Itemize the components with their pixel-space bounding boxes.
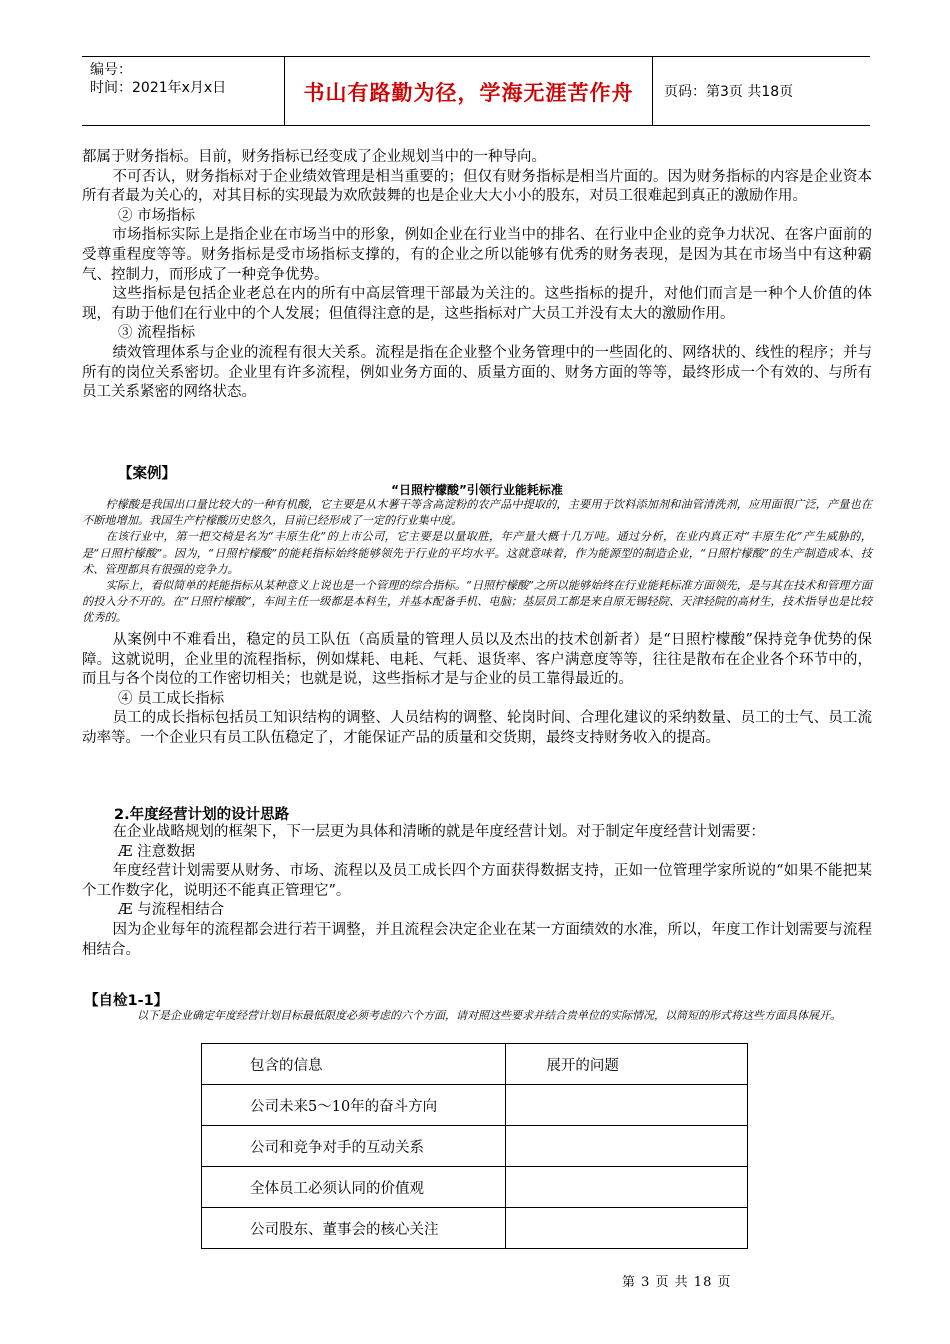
- table-cell-empty: [506, 1126, 748, 1167]
- bullet-heading: Æ 与流程相结合: [118, 902, 225, 919]
- selfcheck-paragraph: 以下是企业确定年度经营计划目标最低限度必须考虑的六个方面，请对照这些要求并结合贵单位的实际情况，以简短的形式将这些方面具体展开。: [137, 1009, 841, 1022]
- paragraph: 不可否认，财务指标对于企业绩效管理是相当重要的；但仅有财务指标是相当片面的。因为财务指标的内容是企业资本所有者最为关心的，对其目标的实现最为欢欣鼓舞的也是企业大大小小的股东，对员工很难起到真正的激励作用。: [82, 168, 872, 205]
- document-header: [82, 56, 870, 126]
- page-footer: 第 3 页 共 18 页: [622, 1275, 732, 1290]
- header-meta: [90, 61, 226, 97]
- bullet-heading: Æ 注意数据: [118, 843, 196, 860]
- paragraph: 在企业战略规划的框架下，下一层更为具体和清晰的就是年度经营计划。对于制定年度经营计划需要：: [112, 824, 765, 840]
- table-cell-empty: [506, 1085, 748, 1126]
- table-cell-empty: [506, 1167, 748, 1208]
- paragraph: 员工的成长指标包括员工知识结构的调整、人员结构的调整、轮岗时间、合理化建议的采纳数量、员工的士气、员工流动率等。一个企业只有员工队伍稳定了，才能保证产品的质量和交货期，最终支持财务收入的提高。: [82, 710, 872, 746]
- case-body: [82, 497, 872, 627]
- body-section-mid: [82, 631, 872, 749]
- table-header-cell: 包含的信息: [202, 1044, 506, 1085]
- table-cell: 公司股东、董事会的核心关注: [202, 1208, 506, 1249]
- table-cell: 公司和竞争对手的互动关系: [202, 1126, 506, 1167]
- paragraph: 年度经营计划需要从财务、市场、流程以及员工成长四个方面获得数据支持，正如一位管理学家所说的“如果不能把某个工作数字化，说明还不能真正管理它”。: [82, 863, 872, 899]
- header-divider: [652, 57, 653, 125]
- case-label: 【案例】: [118, 466, 176, 482]
- subheading-market-indicators: ② 市场指标: [118, 207, 196, 224]
- paragraph: 从案例中不难看出，稳定的员工队伍（高质量的管理人员以及杰出的技术创新者）是“日照柠檬酸”保持竞争优势的保障。这就说明，企业里的流程指标，例如煤耗、电耗、气耗、退货率、客户满意度等等，往往是散布在企业各个环节中的，而且与各个岗位的工作密切相关；也就是说，这些指标才是与企业的员工靠得最近的。: [82, 632, 872, 688]
- document-time-label: 时间：2021年x月x日: [90, 80, 227, 96]
- section-title: 2.年度经营计划的设计思路: [114, 807, 290, 823]
- selfcheck-label: 【自检1-1】: [84, 993, 169, 1009]
- table-row: [202, 1126, 748, 1167]
- case-paragraph: 在该行业中，第一把交椅是名为“丰原生化”的上市公司，它主要是以量取胜，年产量大概十几万吨。通过分析，在业内真正对“丰原生化”产生威胁的，是“日照柠檬酸”。因为，“日照柠檬酸”的能耗指标始终能够领先于行业的平均水平。这就意味着，作为能源型的制造企业，“日照柠檬酸”的生产制造成本、技术、管理都具有很强的竞争力。: [82, 530, 872, 576]
- table-cell: 全体员工必须认同的价值观: [202, 1167, 506, 1208]
- table-header-row: [202, 1044, 748, 1085]
- table-row: [202, 1208, 748, 1249]
- table-row: [202, 1167, 748, 1208]
- table-cell-empty: [506, 1208, 748, 1249]
- case-title: “日照柠檬酸”引领行业能耗标准: [391, 483, 563, 497]
- body-section-2: [82, 823, 872, 960]
- header-page-info: 页码：第3页 共18页: [664, 84, 794, 100]
- subheading-process-indicators: ③ 流程指标: [118, 325, 196, 342]
- table-row: [202, 1085, 748, 1126]
- case-paragraph: 柠檬酸是我国出口量比较大的一种有机酸，它主要是从木薯干等含高淀粉的农产品中提取的，主要用于饮料添加剂和油管清洗剂，应用面很广泛，产量也在不断地增加。我国生产柠檬酸历史悠久，目前已经形成了一定的行业集中度。: [82, 498, 872, 528]
- subheading-employee-growth: ④ 员工成长指标: [118, 690, 225, 707]
- selfcheck-table: [201, 1043, 748, 1249]
- body-section-top: [82, 148, 872, 403]
- paragraph: 绩效管理体系与企业的流程有很大关系。流程是指在企业整个业务管理中的一些固化的、网络状的、线性的程序；并与所有的岗位关系密切。企业里有许多流程，例如业务方面的、质量方面的、财务方面的等等，最终形成一个有效的、与所有员工关系紧密的网络状态。: [82, 344, 872, 401]
- table-header-cell: 展开的问题: [506, 1044, 748, 1085]
- header-motto: 书山有路勤为径，学海无涯苦作舟: [303, 81, 634, 105]
- paragraph: 这些指标是包括企业老总在内的所有中高层管理干部最为关注的。这些指标的提升，对他们而言是一种个人价值的体现，有助于他们在行业中的个人发展；但值得注意的是，这些指标对广大员工并没有太大的激励作用。: [82, 286, 872, 322]
- selfcheck-instructions: [82, 1008, 872, 1023]
- document-number-label: 编号：: [90, 62, 132, 78]
- paragraph: 都属于财务指标。目前，财务指标已经变成了企业规划当中的一种导向。: [82, 149, 546, 165]
- table-cell: 公司未来5～10年的奋斗方向: [202, 1085, 506, 1126]
- case-paragraph: 实际上，看似简单的耗能指标从某种意义上说也是一个管理的综合指标。“日照柠檬酸”之所以能够始终在行业能耗标准方面领先，是与其在技术和管理方面的投入分不开的。在“日照柠檬酸”，车间主任一级都是本科生，并基本配备手机、电脑；基层员工都是来自原无锡轻院、天津轻院的高材生，技术指导也是比较优秀的。: [82, 579, 872, 625]
- paragraph: 市场指标实际上是指企业在市场当中的形象，例如企业在行业当中的排名、在行业中企业的竞争力状况、在客户面前的受尊重程度等等。财务指标是受市场指标支撑的，有的企业之所以能够有优秀的财务表现，是因为其在市场当中有这种霸气、控制力，而形成了一种竞争优势。: [82, 227, 872, 283]
- paragraph: 因为企业每年的流程都会进行若干调整，并且流程会决定企业在某一方面绩效的水准，所以，年度工作计划需要与流程相结合。: [82, 921, 872, 958]
